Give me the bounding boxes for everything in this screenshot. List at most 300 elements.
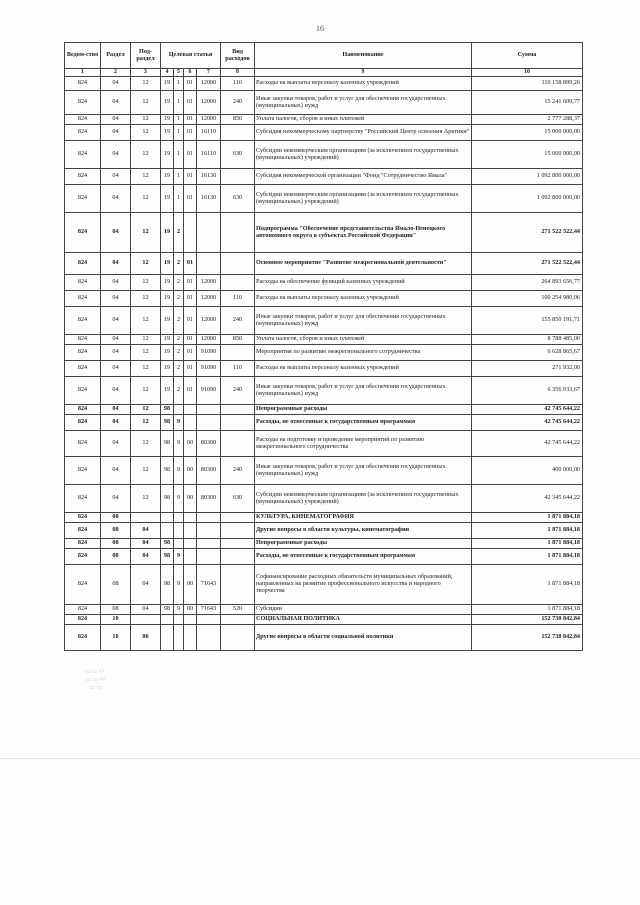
target-2-cell: 9 (174, 549, 184, 565)
dept-cell: 824 (65, 141, 101, 169)
subsection-cell: 04 (131, 549, 161, 565)
target-3-cell (184, 615, 197, 625)
dept-cell: 824 (65, 549, 101, 565)
target-4-cell: 80300 (197, 431, 221, 457)
dept-cell: 824 (65, 169, 101, 185)
target-4-cell: 80300 (197, 485, 221, 513)
dept-cell: 824 (65, 361, 101, 377)
target-4-cell: 91090 (197, 345, 221, 361)
target-3-cell (184, 539, 197, 549)
section-cell: 04 (101, 405, 131, 415)
target-4-cell: 16130 (197, 185, 221, 213)
section-cell: 04 (101, 361, 131, 377)
header-section: Раздел (101, 43, 131, 69)
target-4-cell (197, 405, 221, 415)
target-1-cell: 19 (161, 253, 174, 275)
name-cell: СОЦИАЛЬНАЯ ПОЛИТИКА (255, 615, 472, 625)
target-1-cell (161, 615, 174, 625)
sum-cell: 152 738 842,84 (472, 625, 583, 651)
section-cell: 04 (101, 213, 131, 253)
subsection-cell: 12 (131, 213, 161, 253)
section-cell: 08 (101, 513, 131, 523)
name-cell: Расходы на обеспечение функций казенных учреждений (255, 275, 472, 291)
target-1-cell: 19 (161, 91, 174, 115)
exp-type-cell (221, 405, 255, 415)
table-row (65, 513, 583, 523)
exp-type-cell: 850 (221, 335, 255, 345)
target-3-cell (184, 415, 197, 431)
name-cell: Расходы, не отнесенные к государственным программам (255, 549, 472, 565)
target-4-cell (197, 253, 221, 275)
target-1-cell: 98 (161, 565, 174, 605)
header-sum: Сумма (472, 43, 583, 69)
exp-type-cell (221, 125, 255, 141)
table-row (65, 457, 583, 485)
dept-cell: 824 (65, 415, 101, 431)
column-number: 9 (255, 69, 472, 77)
target-2-cell (174, 523, 184, 539)
sum-cell: 15 241 609,77 (472, 91, 583, 115)
target-3-cell (184, 523, 197, 539)
target-3-cell (184, 213, 197, 253)
table-row (65, 253, 583, 275)
target-1-cell: 98 (161, 605, 174, 615)
exp-type-cell: 520 (221, 605, 255, 615)
target-2-cell (174, 539, 184, 549)
budget-table (64, 42, 583, 651)
dept-cell: 824 (65, 125, 101, 141)
name-cell: Расходы на выплаты персоналу казенных учреждений (255, 291, 472, 307)
name-cell: Субсидии некоммерческим организациям (за исключением государственных (муниципальных) учреждений) (255, 141, 472, 169)
exp-type-cell (221, 169, 255, 185)
section-cell: 04 (101, 457, 131, 485)
dept-cell: 824 (65, 291, 101, 307)
target-3-cell: 01 (184, 335, 197, 345)
dept-cell: 824 (65, 405, 101, 415)
target-3-cell (184, 405, 197, 415)
target-2-cell (174, 615, 184, 625)
target-3-cell: 01 (184, 77, 197, 91)
column-number: 2 (101, 69, 131, 77)
table-row (65, 125, 583, 141)
target-4-cell: 12000 (197, 91, 221, 115)
sum-cell: 1 871 884,18 (472, 549, 583, 565)
sum-cell: 6 628 865,67 (472, 345, 583, 361)
target-3-cell (184, 549, 197, 565)
subsection-cell: 12 (131, 291, 161, 307)
target-3-cell: 01 (184, 361, 197, 377)
target-2-cell: 9 (174, 605, 184, 615)
dept-cell: 824 (65, 345, 101, 361)
header-target: Целевая статья (161, 43, 221, 69)
sum-cell: 42 745 644,22 (472, 405, 583, 415)
target-4-cell: 12000 (197, 77, 221, 91)
section-cell: 04 (101, 125, 131, 141)
exp-type-cell (221, 345, 255, 361)
target-2-cell: 9 (174, 431, 184, 457)
exp-type-cell: 240 (221, 377, 255, 405)
target-1-cell: 19 (161, 335, 174, 345)
exp-type-cell: 240 (221, 91, 255, 115)
target-1-cell: 19 (161, 169, 174, 185)
target-4-cell: 16110 (197, 125, 221, 141)
target-2-cell (174, 625, 184, 651)
target-1-cell: 98 (161, 405, 174, 415)
target-3-cell: 00 (184, 605, 197, 615)
page-number: 16 (316, 24, 324, 33)
target-4-cell: 12000 (197, 335, 221, 345)
table-row (65, 213, 583, 253)
dept-cell: 824 (65, 377, 101, 405)
target-1-cell: 19 (161, 291, 174, 307)
sum-cell: 1 092 800 000,00 (472, 169, 583, 185)
dept-cell: 824 (65, 457, 101, 485)
target-3-cell: 01 (184, 115, 197, 125)
target-3-cell: 01 (184, 345, 197, 361)
table-row (65, 485, 583, 513)
dept-cell: 824 (65, 485, 101, 513)
section-cell: 08 (101, 523, 131, 539)
name-cell: Основное мероприятие "Развитие межрегиональной деятельности" (255, 253, 472, 275)
name-cell: Субсидии (255, 605, 472, 615)
table-row (65, 523, 583, 539)
target-2-cell: 9 (174, 485, 184, 513)
subsection-cell: 04 (131, 523, 161, 539)
exp-type-cell (221, 549, 255, 565)
target-4-cell: 12000 (197, 115, 221, 125)
target-2-cell: 1 (174, 115, 184, 125)
subsection-cell: 12 (131, 125, 161, 141)
dept-cell: 824 (65, 513, 101, 523)
target-4-cell: 12000 (197, 275, 221, 291)
target-1-cell: 19 (161, 213, 174, 253)
target-2-cell: 2 (174, 377, 184, 405)
exp-type-cell: 850 (221, 115, 255, 125)
sum-cell: 42 745 644,22 (472, 431, 583, 457)
target-1-cell: 98 (161, 431, 174, 457)
subsection-cell: 12 (131, 361, 161, 377)
target-1-cell: 98 (161, 549, 174, 565)
column-number: 4 (161, 69, 174, 77)
sum-cell: 100 254 980,06 (472, 291, 583, 307)
dept-cell: 824 (65, 335, 101, 345)
table-row (65, 377, 583, 405)
target-2-cell (174, 513, 184, 523)
target-4-cell: 12000 (197, 307, 221, 335)
section-cell: 08 (101, 605, 131, 615)
name-cell: Расходы на подготовку и проведение мероприятий по развитию межрегионального сотрудничества (255, 431, 472, 457)
target-3-cell (184, 625, 197, 651)
target-1-cell: 19 (161, 345, 174, 361)
section-cell: 04 (101, 185, 131, 213)
section-cell: 04 (101, 307, 131, 335)
target-4-cell: 91090 (197, 377, 221, 405)
target-4-cell (197, 213, 221, 253)
name-cell: Непрограммные расходы (255, 539, 472, 549)
table-row (65, 185, 583, 213)
section-cell: 04 (101, 377, 131, 405)
name-cell: Субсидия некоммерческой организации "Фонд "Сотрудничество Ямала" (255, 169, 472, 185)
target-2-cell: 1 (174, 169, 184, 185)
target-2-cell: 1 (174, 125, 184, 141)
target-4-cell: 16130 (197, 169, 221, 185)
name-cell: Другие вопросы в области социальной политики (255, 625, 472, 651)
name-cell: Иные закупки товаров, работ и услуг для обеспечения государственных (муниципальных) нужд (255, 91, 472, 115)
sum-cell: 2 777 288,37 (472, 115, 583, 125)
table-row (65, 275, 583, 291)
target-3-cell: 01 (184, 291, 197, 307)
target-4-cell: 16110 (197, 141, 221, 169)
subsection-cell: 12 (131, 307, 161, 335)
name-cell: Иные закупки товаров, работ и услуг для обеспечения государственных (муниципальных) нужд (255, 307, 472, 335)
sum-cell: 400 000,00 (472, 457, 583, 485)
name-cell: Иные закупки товаров, работ и услуг для обеспечения государственных (муниципальных) нужд (255, 457, 472, 485)
subsection-cell: 12 (131, 431, 161, 457)
sum-cell: 6 356 933,67 (472, 377, 583, 405)
target-4-cell: 12000 (197, 291, 221, 307)
subsection-cell: 12 (131, 377, 161, 405)
target-2-cell: 2 (174, 213, 184, 253)
budget-table-wrapper (64, 42, 582, 651)
exp-type-cell (221, 625, 255, 651)
target-1-cell: 19 (161, 377, 174, 405)
subsection-cell: 12 (131, 77, 161, 91)
target-3-cell (184, 513, 197, 523)
target-1-cell: 19 (161, 361, 174, 377)
target-2-cell: 2 (174, 253, 184, 275)
subsection-cell (131, 615, 161, 625)
dept-cell: 824 (65, 605, 101, 615)
name-cell: Субсидии некоммерческим организациям (за исключением государственных (муниципальных) учреждений) (255, 185, 472, 213)
column-number: 6 (184, 69, 197, 77)
name-cell: Мероприятия по развитию межрегионального сотрудничества (255, 345, 472, 361)
target-1-cell (161, 625, 174, 651)
name-cell: Расходы, не отнесенные к государственным программам (255, 415, 472, 431)
sum-cell: 1 871 884,18 (472, 523, 583, 539)
name-cell: КУЛЬТУРА, КИНЕМАТОГРАФИЯ (255, 513, 472, 523)
section-cell: 04 (101, 77, 131, 91)
subsection-cell: 12 (131, 91, 161, 115)
section-cell: 04 (101, 431, 131, 457)
section-cell: 04 (101, 91, 131, 115)
dept-cell: 824 (65, 185, 101, 213)
sum-cell: 1 871 884,18 (472, 605, 583, 615)
dept-cell: 824 (65, 275, 101, 291)
name-cell: Иные закупки товаров, работ и услуг для обеспечения государственных (муниципальных) нужд (255, 377, 472, 405)
table-row (65, 291, 583, 307)
target-3-cell: 01 (184, 141, 197, 169)
table-row (65, 361, 583, 377)
sum-cell: 271 522 522,44 (472, 253, 583, 275)
target-1-cell (161, 513, 174, 523)
section-cell: 08 (101, 539, 131, 549)
subsection-cell: 12 (131, 253, 161, 275)
dept-cell: 824 (65, 307, 101, 335)
target-1-cell: 98 (161, 485, 174, 513)
section-cell: 04 (101, 275, 131, 291)
sum-cell: 271 932,00 (472, 361, 583, 377)
section-cell: 08 (101, 549, 131, 565)
column-number: 8 (221, 69, 255, 77)
table-row (65, 415, 583, 431)
exp-type-cell (221, 415, 255, 431)
exp-type-cell: 110 (221, 361, 255, 377)
sum-cell: 42 745 644,22 (472, 415, 583, 431)
target-2-cell: 1 (174, 185, 184, 213)
target-2-cell: 2 (174, 345, 184, 361)
dept-cell: 824 (65, 115, 101, 125)
target-3-cell: 01 (184, 307, 197, 335)
subsection-cell: 12 (131, 141, 161, 169)
table-row (65, 405, 583, 415)
exp-type-cell: 630 (221, 185, 255, 213)
table-row (65, 141, 583, 169)
table-row (65, 539, 583, 549)
sum-cell: 8 788 485,00 (472, 335, 583, 345)
subsection-cell: 04 (131, 565, 161, 605)
sum-cell: 1 871 884,18 (472, 513, 583, 523)
faded-stamp: ▭ ▭ ▭ ▭ ▭ ▭ ▭ ▭ (84, 668, 106, 692)
section-cell: 04 (101, 169, 131, 185)
target-2-cell: 9 (174, 457, 184, 485)
exp-type-cell: 240 (221, 307, 255, 335)
sum-cell: 155 850 191,71 (472, 307, 583, 335)
name-cell: Субсидии некоммерческим организациям (за исключением государственных (муниципальных) учреждений) (255, 485, 472, 513)
target-3-cell: 01 (184, 125, 197, 141)
target-3-cell: 01 (184, 253, 197, 275)
target-3-cell: 00 (184, 431, 197, 457)
subsection-cell: 04 (131, 539, 161, 549)
exp-type-cell: 110 (221, 291, 255, 307)
target-2-cell: 2 (174, 275, 184, 291)
target-1-cell: 98 (161, 457, 174, 485)
section-cell: 04 (101, 485, 131, 513)
section-cell: 04 (101, 335, 131, 345)
exp-type-cell (221, 513, 255, 523)
exp-type-cell: 630 (221, 485, 255, 513)
header-dept: Ведом-ство (65, 43, 101, 69)
sum-cell: 1 871 884,18 (472, 539, 583, 549)
subsection-cell (131, 513, 161, 523)
dept-cell: 824 (65, 77, 101, 91)
dept-cell: 824 (65, 539, 101, 549)
subsection-cell: 12 (131, 335, 161, 345)
subsection-cell: 12 (131, 115, 161, 125)
table-row (65, 549, 583, 565)
dept-cell: 824 (65, 213, 101, 253)
header-row (65, 43, 583, 69)
subsection-cell: 12 (131, 405, 161, 415)
dept-cell: 824 (65, 91, 101, 115)
column-number: 5 (174, 69, 184, 77)
target-3-cell: 01 (184, 377, 197, 405)
target-2-cell: 2 (174, 307, 184, 335)
dept-cell: 824 (65, 615, 101, 625)
dept-cell: 824 (65, 431, 101, 457)
table-row (65, 115, 583, 125)
target-4-cell (197, 513, 221, 523)
subsection-cell: 06 (131, 625, 161, 651)
section-cell: 04 (101, 345, 131, 361)
target-3-cell: 00 (184, 565, 197, 605)
subsection-cell: 12 (131, 485, 161, 513)
target-1-cell: 98 (161, 539, 174, 549)
sum-cell: 271 522 522,44 (472, 213, 583, 253)
exp-type-cell: 240 (221, 457, 255, 485)
header-exp-type: Вид расходов (221, 43, 255, 69)
exp-type-cell: 110 (221, 77, 255, 91)
sum-cell: 1 092 800 000,00 (472, 185, 583, 213)
subsection-cell: 12 (131, 345, 161, 361)
target-1-cell (161, 523, 174, 539)
header-name: Наименование (255, 43, 472, 69)
exp-type-cell (221, 615, 255, 625)
subsection-cell: 04 (131, 605, 161, 615)
name-cell: Уплата налогов, сборов и иных платежей (255, 335, 472, 345)
section-cell: 10 (101, 625, 131, 651)
column-number: 10 (472, 69, 583, 77)
name-cell: Другие вопросы в области культуры, кинематографии (255, 523, 472, 539)
subsection-cell: 12 (131, 415, 161, 431)
target-4-cell (197, 523, 221, 539)
target-4-cell (197, 549, 221, 565)
target-4-cell (197, 539, 221, 549)
table-body (65, 77, 583, 651)
sum-cell: 264 893 656,77 (472, 275, 583, 291)
column-number: 1 (65, 69, 101, 77)
target-4-cell: 91090 (197, 361, 221, 377)
sum-cell: 15 000 000,00 (472, 125, 583, 141)
target-2-cell: 1 (174, 77, 184, 91)
name-cell: Расходы на выплаты персоналу казенных учреждений (255, 77, 472, 91)
target-2-cell: 1 (174, 91, 184, 115)
target-2-cell: 2 (174, 361, 184, 377)
target-4-cell: 71643 (197, 605, 221, 615)
section-cell: 04 (101, 141, 131, 169)
column-number: 7 (197, 69, 221, 77)
subsection-cell: 12 (131, 457, 161, 485)
target-2-cell: 2 (174, 291, 184, 307)
sum-cell: 15 000 000,00 (472, 141, 583, 169)
target-2-cell: 1 (174, 141, 184, 169)
target-1-cell: 19 (161, 125, 174, 141)
table-row (65, 335, 583, 345)
exp-type-cell (221, 275, 255, 291)
dept-cell: 824 (65, 523, 101, 539)
target-3-cell: 01 (184, 169, 197, 185)
name-cell: Расходы на выплаты персоналу казенных учреждений (255, 361, 472, 377)
sum-cell: 42 345 644,22 (472, 485, 583, 513)
target-2-cell: 9 (174, 415, 184, 431)
target-4-cell: 80300 (197, 457, 221, 485)
exp-type-cell (221, 523, 255, 539)
target-1-cell: 19 (161, 307, 174, 335)
name-cell: Субсидия некоммерческому партнерству "Российский Центр освоения Арктики" (255, 125, 472, 141)
target-1-cell: 19 (161, 185, 174, 213)
section-cell: 04 (101, 291, 131, 307)
target-1-cell: 19 (161, 77, 174, 91)
target-2-cell (174, 405, 184, 415)
dept-cell: 824 (65, 625, 101, 651)
target-3-cell: 00 (184, 457, 197, 485)
target-1-cell: 19 (161, 115, 174, 125)
table-row (65, 307, 583, 335)
column-number: 3 (131, 69, 161, 77)
target-3-cell: 01 (184, 91, 197, 115)
sum-cell: 152 738 842,84 (472, 615, 583, 625)
section-cell: 04 (101, 415, 131, 431)
name-cell: Непрограммные расходы (255, 405, 472, 415)
